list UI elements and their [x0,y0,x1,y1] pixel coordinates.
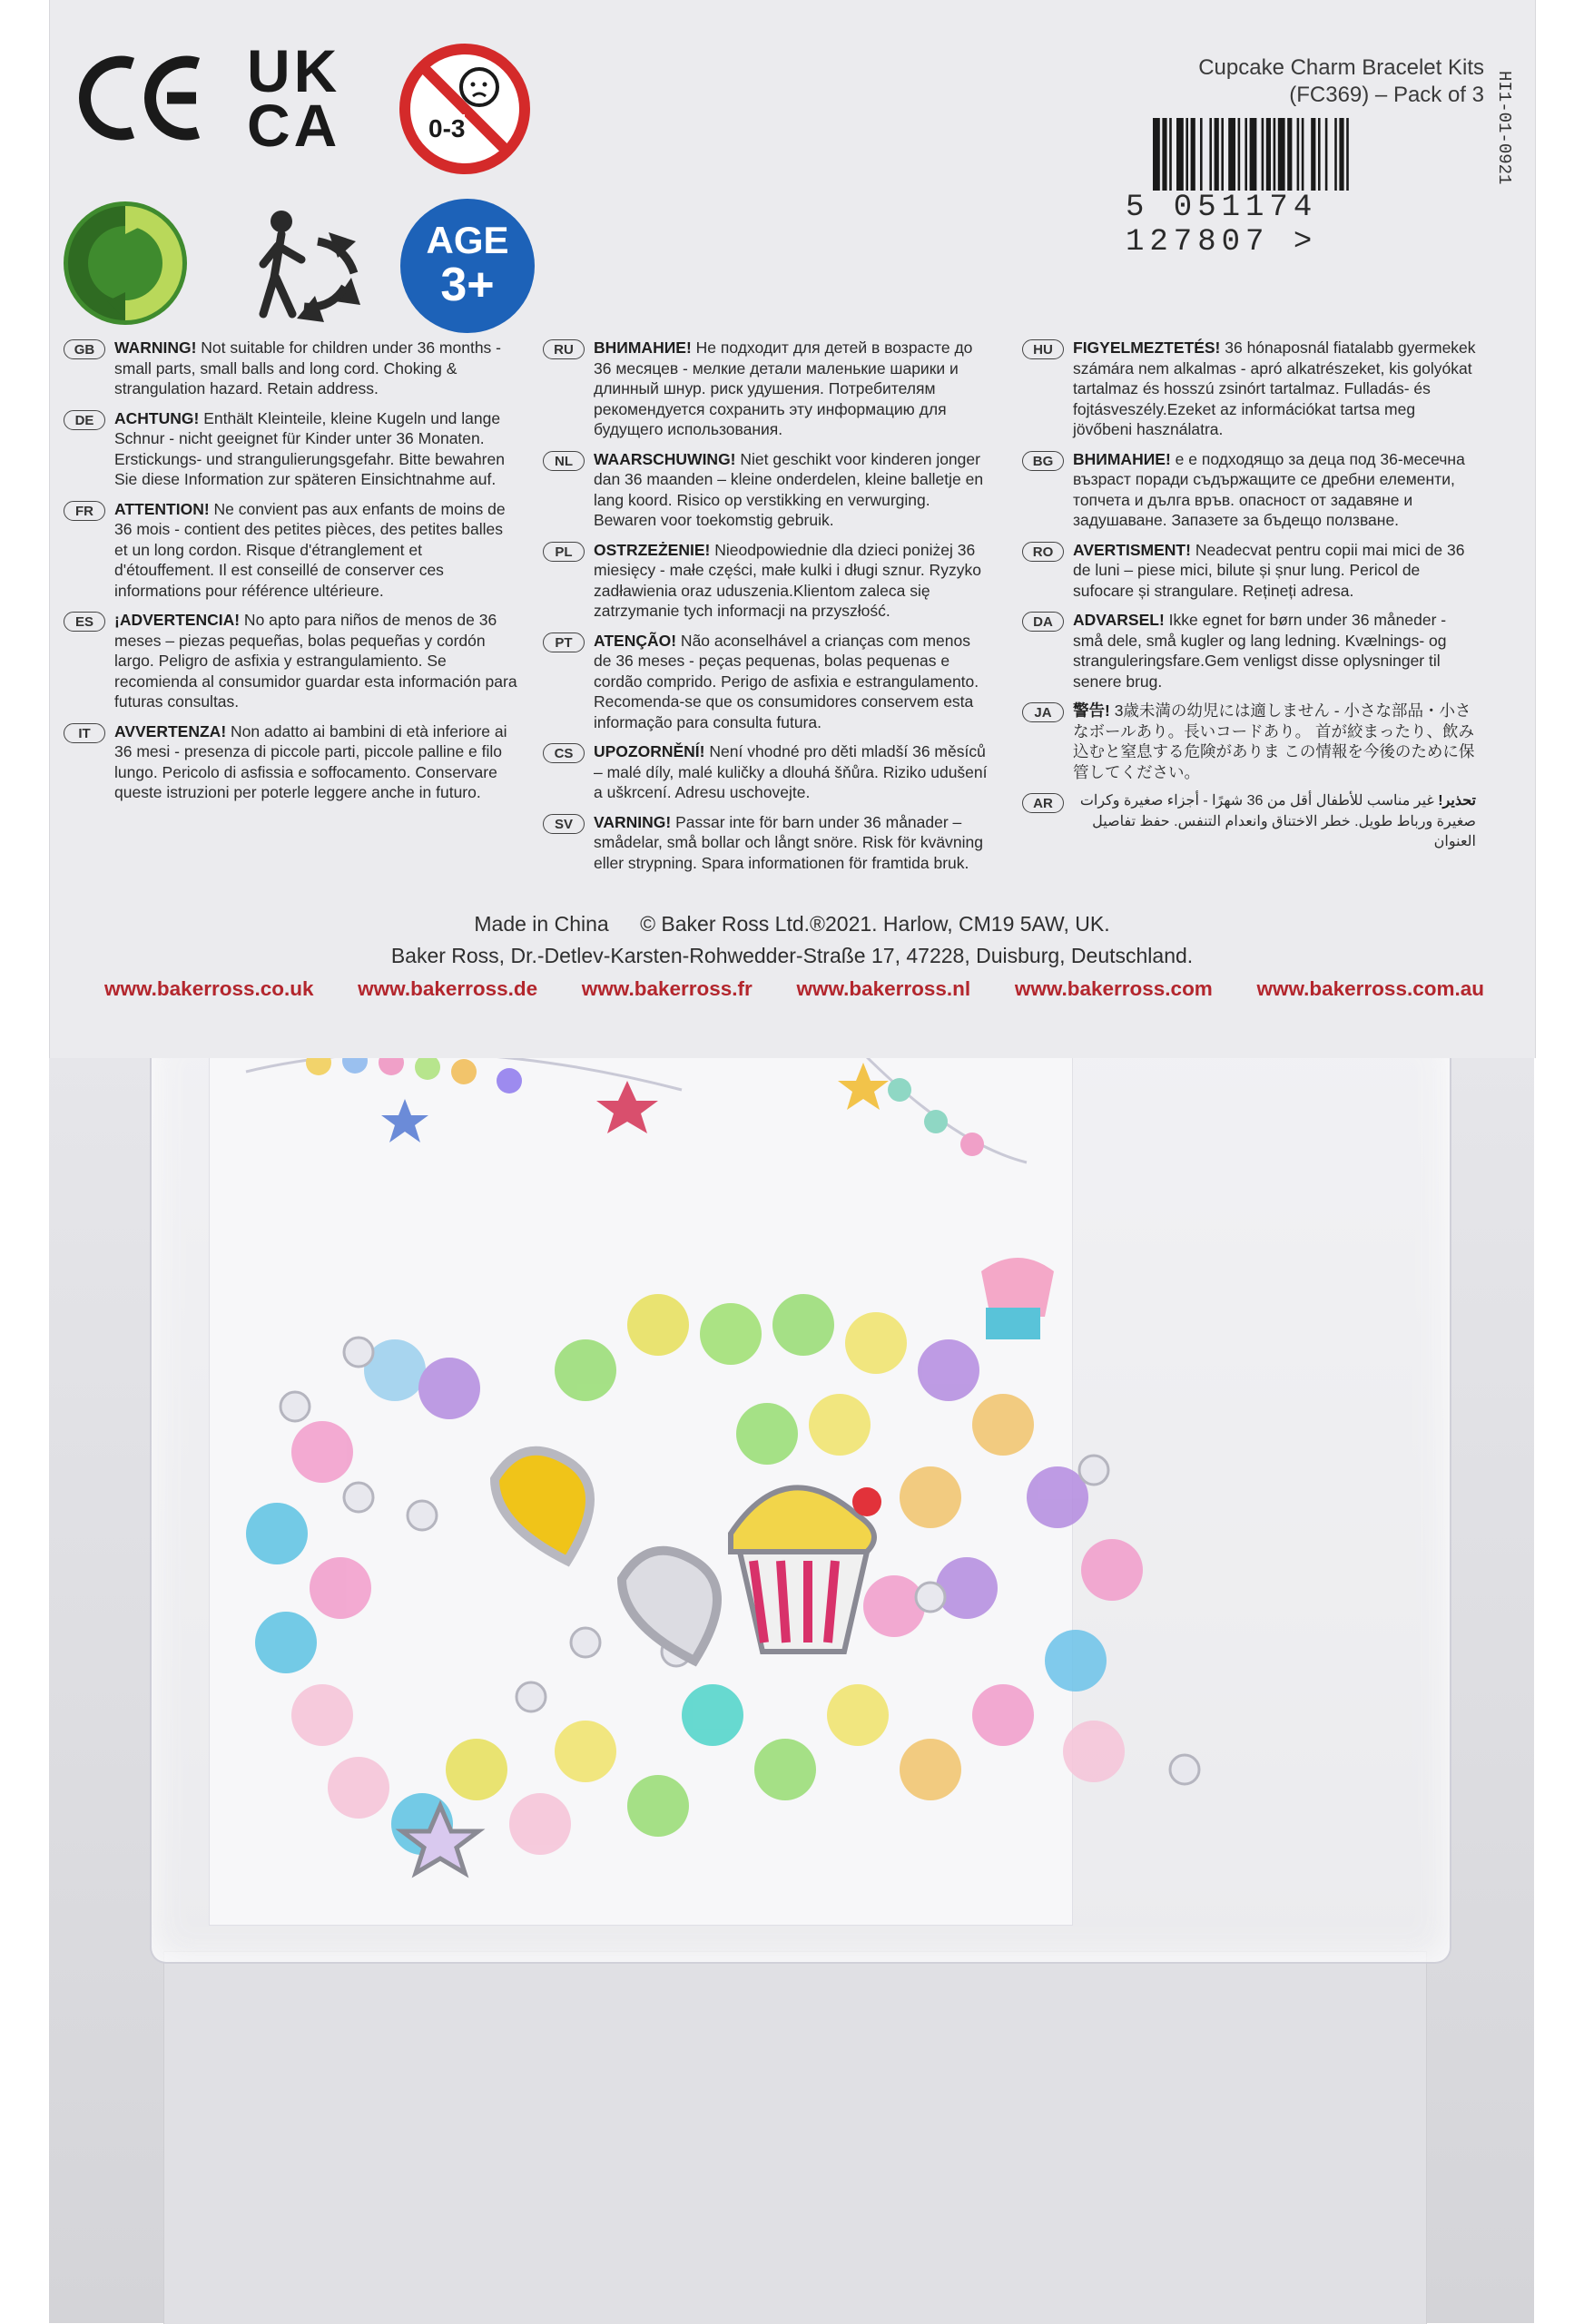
warning-pl [543,540,992,622]
warning-body: Nieodpowiednie dla dzieci poniżej 36 miesięcy - małe części, małe kulki i długi sznur. Ryzyko zadławienia oraz uduszenia.Klientom zaleca się zatrzymanie tych informacji na przyszłość. [594,540,981,620]
warning-heading: AVVERTENZA! [114,721,227,740]
age-3plus-icon [400,199,535,333]
ce-mark-icon [78,53,205,143]
copyright: © Baker Ross Ltd.®2021. Harlow, CM19 5AW, UK. [640,912,1110,936]
warning-text [594,631,992,733]
warning-text [114,499,517,602]
warning-heading: ATENÇÃO! [594,631,677,650]
product-title-line1: Cupcake Charm Bracelet Kits [1198,55,1484,80]
warnings-column-2 [543,338,992,882]
warning-heading: FIGYELMEZTETÉS! [1073,338,1221,357]
warning-bg [1022,449,1476,531]
age-badge-word: AGE [426,219,509,261]
warning-body: Enthält Kleinteile, kleine Kugeln und lange Schnur - nicht geeignet für Kinder unter 36 Monaten. Erstickungs- und strangulierungsgefahr. Bitte bewahren Sie diese Information zur späteren Einsichtnahme auf. [114,408,505,488]
language-code-badge: PT [543,632,585,652]
language-code-badge: FR [64,501,105,521]
batch-code: HI1-01-0921 [1494,71,1514,185]
warning-ro [1022,540,1476,602]
url-fr[interactable]: www.bakerross.fr [581,977,753,1000]
warning-text [114,408,517,490]
beads-and-charms [150,1025,1448,1960]
language-code-badge: RO [1022,542,1064,562]
warning-heading: VARNING! [594,812,672,831]
warning-body: Not suitable for children under 36 months - small parts, small balls and long cord. Choking & strangulation hazard. Retain address. [114,338,501,397]
warning-heading: تحذير! [1438,793,1476,809]
url-de[interactable]: www.bakerross.de [358,977,538,1000]
warning-text [1073,449,1476,531]
language-code-badge: NL [543,451,585,471]
warnings-column-1 [64,338,517,812]
warning-sv [543,812,992,874]
warning-body: Neadecvat pentru copii mai mici de 36 de luni – piese mici, bilute și șnur lung. Pericol de sufocare și strangulare. Rețineți adresa. [1073,540,1465,600]
warning-heading: WARNING! [114,338,197,357]
url-au[interactable]: www.bakerross.com.au [1256,977,1484,1000]
warning-text [594,741,992,803]
warning-text [1073,791,1476,853]
warning-body: Passar inte för barn under 36 månader – smådelar, små bollar och långt snöre. Risk för kvävning eller strypning. Spara informationen för framtida bruk. [594,812,983,872]
warning-text [594,812,992,874]
language-code-badge: AR [1022,793,1064,813]
warning-heading: ¡ADVERTENCIA! [114,611,241,629]
age-badge-number: 3+ [440,259,495,311]
warning-pt [543,631,992,733]
warning-body: е е подходящо за деца под 36-месечна възраст поради съдържащите се дребни елементи, топчета и дълга връв. опасност от задавяне и задушаване. Запазете за бъдещо ползване. [1073,449,1465,529]
language-code-badge: HU [1022,339,1064,359]
warning-body: غير مناسب للأطفال أقل من 36 شهرًا - أجزاء صغيرة وكرات صغيرة ورباط طويل. خطر الاختناق وانعدام التنفس. حفظ تفاصيل العنوان [1079,793,1476,849]
made-in-line [0,912,1584,936]
language-code-badge: BG [1022,451,1064,471]
ukca-line1: UK [247,37,341,104]
backing-card-lower [163,1951,1427,2324]
warning-text [594,449,992,531]
heart-charm-yellow [495,1451,590,1561]
language-code-badge: RU [543,339,585,359]
warning-text [594,540,992,622]
warning-hu [1022,338,1476,440]
warning-text [114,721,517,803]
barcode-arrow: > [1293,225,1318,260]
age-warning-label: 0-3 [428,114,466,142]
warning-text [114,338,517,399]
cupcake-charm [731,1487,881,1652]
warning-body: Не подходит для детей в возрасте до 36 месяцев - мелкие детали маленькие шарики и длинный шнур. риск удушения. Потребителям рекомендуется сохранить эту информацию для будущего использования. [594,338,973,438]
url-nl[interactable]: www.bakerross.nl [796,977,971,1000]
warning-body: Není vhodné pro děti mladší 36 měsíců – malé díly, malé kuličky a dlouhá šňůra. Riziko udušení a uškrcení. Adresu uschovejte. [594,742,988,801]
warning-text [1073,540,1476,602]
language-code-badge: PL [543,542,585,562]
warning-heading: WAARSCHUWING! [594,449,736,468]
warning-text [1073,338,1476,440]
not-for-0-3-icon [398,42,532,176]
warning-cs [543,741,992,803]
warning-fr [64,499,517,602]
warning-ar [1022,791,1476,853]
warning-it [64,721,517,803]
warning-ja [1022,701,1476,782]
language-code-badge: DA [1022,612,1064,632]
language-code-badge: JA [1022,702,1064,722]
warning-text [1073,701,1476,782]
language-code-badge: IT [64,723,105,743]
language-code-badge: GB [64,339,105,359]
url-com[interactable]: www.bakerross.com [1014,977,1213,1000]
warning-body: Niet geschikt voor kinderen jonger dan 36 maanden – kleine onderdelen, kleine balletje en lang koord. Risico op verstikking en verwurging. Bewaren voor toekomstig gebruik. [594,449,984,529]
language-code-badge: DE [64,410,105,430]
warning-body: Ikke egnet for børn under 36 måneder - små dele, små kugler og lang ledning. Kvælnings- og stranguleringsfare.Gem venligst disse oplysninger til senere brug. [1073,611,1447,691]
url-uk[interactable]: www.bakerross.co.uk [104,977,314,1000]
warning-body: Ne convient pas aux enfants de moins de 36 mois - contient des petites pièces, des petites balles et un long cordon. Risque d'étranglement et d'étouffement. Il est conseillé de conserver ces informations pour référence ultérieure. [114,499,506,600]
ukca-mark-icon [247,37,356,159]
warning-text [114,610,517,712]
warning-heading: 警告! [1073,701,1110,720]
heart-charm-silver [622,1551,717,1661]
warning-heading: ATTENTION! [114,499,210,518]
warning-heading: OSTRZEŻENIE! [594,540,711,559]
warning-ru [543,338,992,440]
warning-heading: ADVARSEL! [1073,611,1165,629]
warnings-column-3 [1022,338,1476,862]
warning-heading: AVERTISMENT! [1073,540,1191,559]
warning-body: Não aconselhável a crianças com menos de 36 meses - peças pequenas, bolas pequenas e cordão comprido. Perigo de asfixia e estrangulamento. Recomenda-se que os consumidores conservem esta informação para consulta futura. [594,631,979,731]
warning-da [1022,610,1476,691]
warning-body: 36 hónaposnál fiatalabb gyermekek számára nem alkalmas - apró alkatrészeket, kis golyókat tartalmaz és hosszú zsinórt tartalmaz. Fulladás- és fojtásveszély.Ezeket az információkat tartsa meg jövőbeni használatra. [1073,338,1476,438]
green-dot-icon [60,198,192,329]
triman-recycling-icon [238,196,374,332]
product-title [1126,54,1484,109]
warning-text [594,338,992,440]
warning-heading: ВНИМАНИЕ! [1073,449,1171,468]
language-code-badge: CS [543,743,585,763]
made-in: Made in China [474,912,609,936]
barcode-number: 5 051174 127807 [1126,191,1318,260]
language-code-badge: ES [64,612,105,632]
ukca-line2: CA [247,92,341,159]
warning-es [64,610,517,712]
warning-heading: ВНИМАНИЕ! [594,338,692,357]
warning-body: No apto para niños de menos de 36 meses – piezas pequeñas, bolas pequeñas y cordón largo. Peligro de asfixia y estrangulamiento. Se recomienda al consumidor guardar esta información para futuras consultas. [114,611,517,711]
de-address: Baker Ross, Dr.-Detlev-Karsten-Rohwedder-Straße 17, 47228, Duisburg, Deutschland. [390,944,1194,967]
warning-heading: ACHTUNG! [114,408,200,427]
warning-body: 3歳未満の幼児には適しません - 小さな部品・小さなボールあり。長いコードあり。 首が絞まったり、飲み込むと窒息する危険がありま この情報を今後のために保管してください。 [1073,701,1475,781]
language-code-badge: SV [543,814,585,834]
warning-heading: UPOZORNĚNÍ! [594,742,705,760]
barcode-digits [1126,191,1471,260]
warning-body: Non adatto ai bambini di età inferiore ai 36 mesi - presenza di piccole parti, piccole palline e filo lungo. Pericolo di asfissia e soffocamento. Conservare queste istruzioni per poterle leggere anche in futuro. [114,721,507,801]
website-urls [104,977,1484,1001]
warning-nl [543,449,992,531]
warning-de [64,408,517,490]
product-title-line2: (FC369) – Pack of 3 [1289,83,1484,107]
warning-gb [64,338,517,399]
warning-text [1073,610,1476,691]
